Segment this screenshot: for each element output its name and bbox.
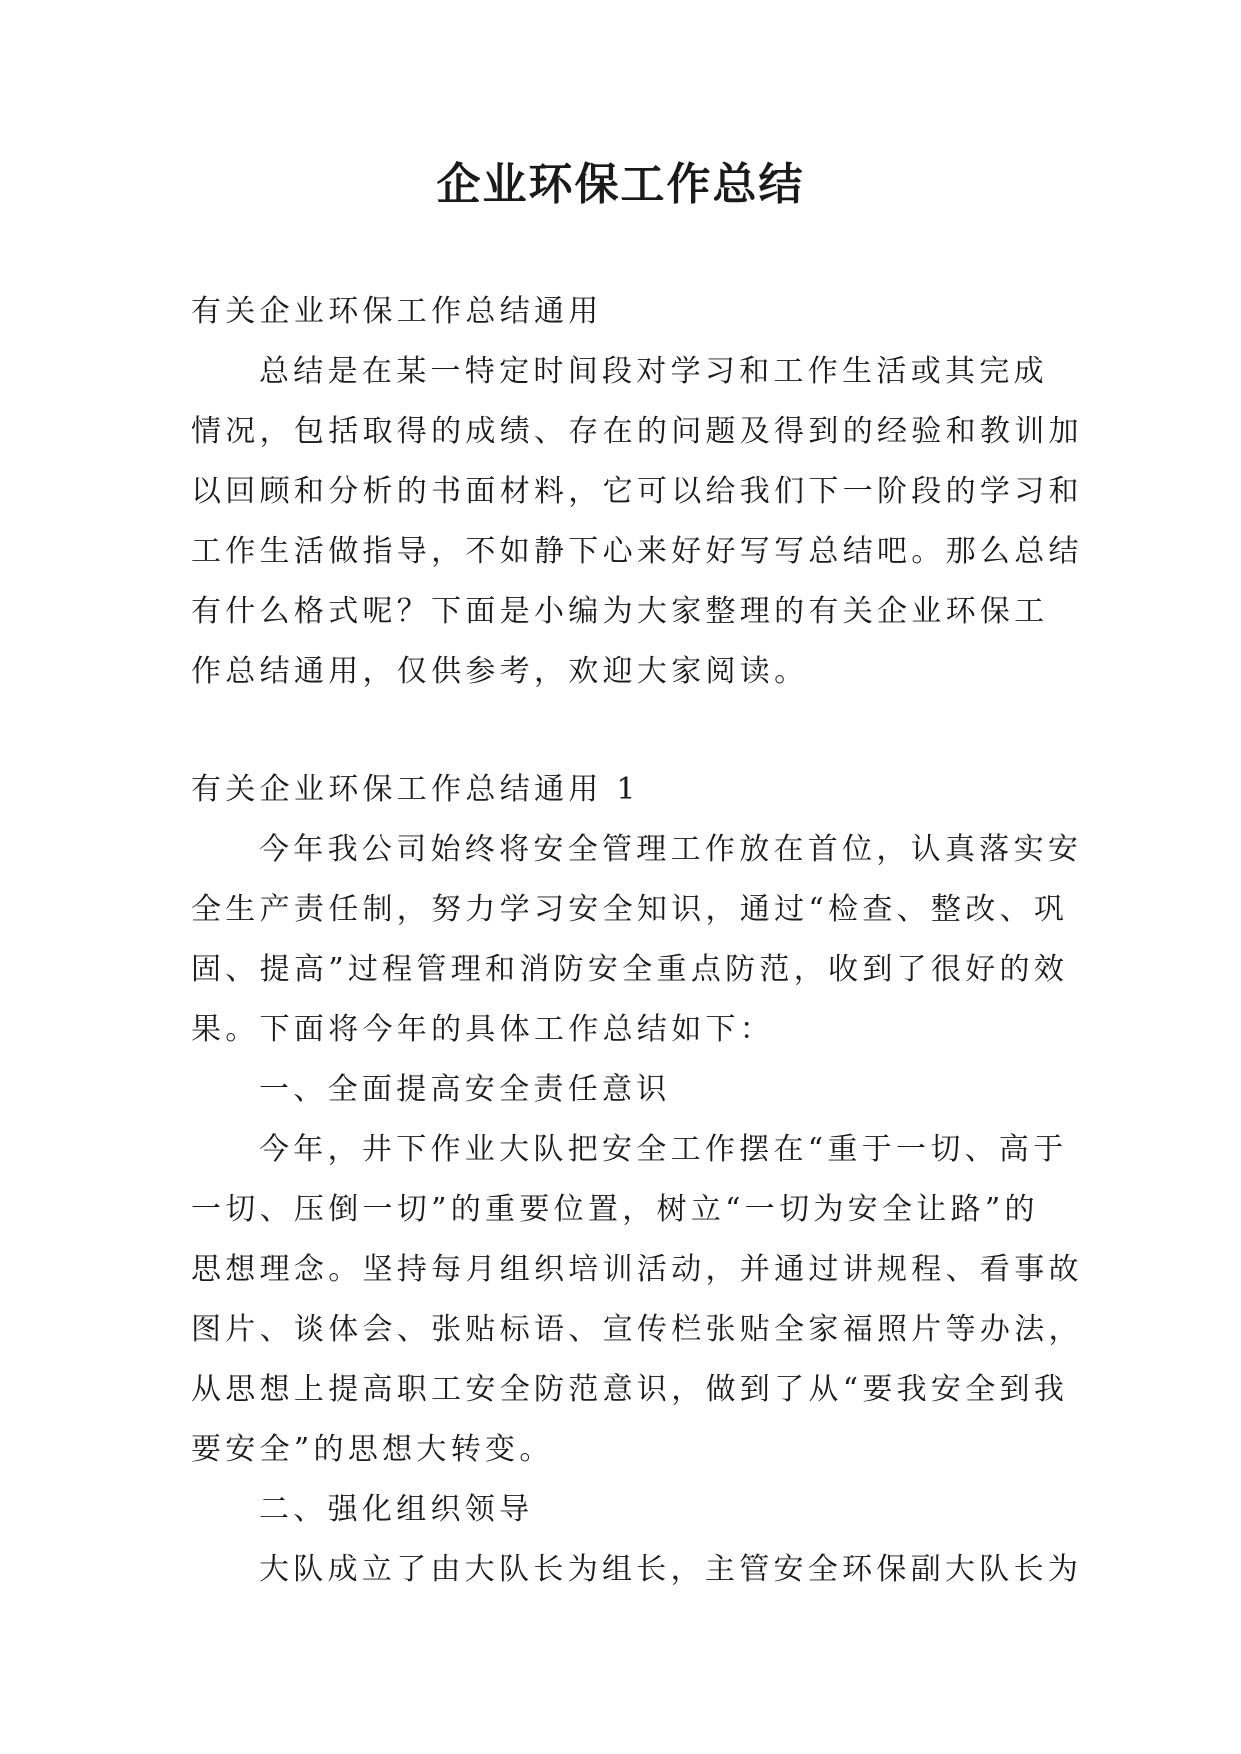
intro-paragraph-line: 情况，包括取得的成绩、存在的问题及得到的经验和教训加 — [191, 414, 1083, 449]
intro-paragraph-line: 以回顾和分析的书面材料，它可以给我们下一阶段的学习和 — [191, 474, 1083, 509]
point2-paragraph-line: 大队成立了由大队长为组长，主管安全环保副大队长为 — [259, 1552, 1083, 1587]
document-body — [191, 282, 1083, 1600]
intro-paragraph-line: 总结是在某一特定时间段对学习和工作生活或其完成 — [259, 354, 1048, 389]
point1-paragraph-line: 一切、压倒一切”的重要位置，树立“一切为安全让路”的 — [191, 1192, 1039, 1227]
document-title: 企业环保工作总结 — [436, 159, 805, 210]
intro-paragraph-line: 工作生活做指导，不如静下心来好好写写总结吧。那么总结 — [191, 534, 1083, 569]
section1-paragraph-line: 固、提高”过程管理和消防安全重点防范，收到了很好的效 — [191, 952, 1069, 987]
section1-paragraph-line: 果。下面将今年的具体工作总结如下： — [191, 1012, 775, 1047]
point2-heading: 二、强化组织领导 — [259, 1492, 534, 1527]
point1-paragraph-line: 今年，井下作业大队把安全工作摆在“重于一切、高于 — [259, 1132, 1068, 1167]
section1-paragraph-line: 今年我公司始终将安全管理工作放在首位，认真落实安 — [259, 832, 1083, 867]
point1-paragraph-line: 思想理念。坚持每月组织培训活动，并通过讲规程、看事故 — [191, 1252, 1083, 1287]
section-spacer — [191, 702, 1053, 760]
section1-heading: 有关企业环保工作总结通用 1 — [191, 772, 640, 807]
intro-paragraph-line: 有什么格式呢？下面是小编为大家整理的有关企业环保工 — [191, 594, 1049, 629]
section1-paragraph-line: 全生产责任制，努力学习安全知识，通过“检查、整改、巩 — [191, 892, 1069, 927]
point1-paragraph-line: 从思想上提高职工安全防范意识，做到了从“要我安全到我 — [191, 1372, 1069, 1407]
point1-paragraph-line: 要安全”的思想大转变。 — [191, 1432, 554, 1467]
point1-heading: 一、全面提高安全责任意识 — [259, 1072, 671, 1107]
intro-paragraph-line: 作总结通用，仅供参考，欢迎大家阅读。 — [191, 654, 809, 689]
intro-heading: 有关企业环保工作总结通用 — [191, 294, 603, 329]
point1-paragraph-line: 图片、谈体会、张贴标语、宣传栏张贴全家福照片等办法， — [191, 1312, 1083, 1347]
